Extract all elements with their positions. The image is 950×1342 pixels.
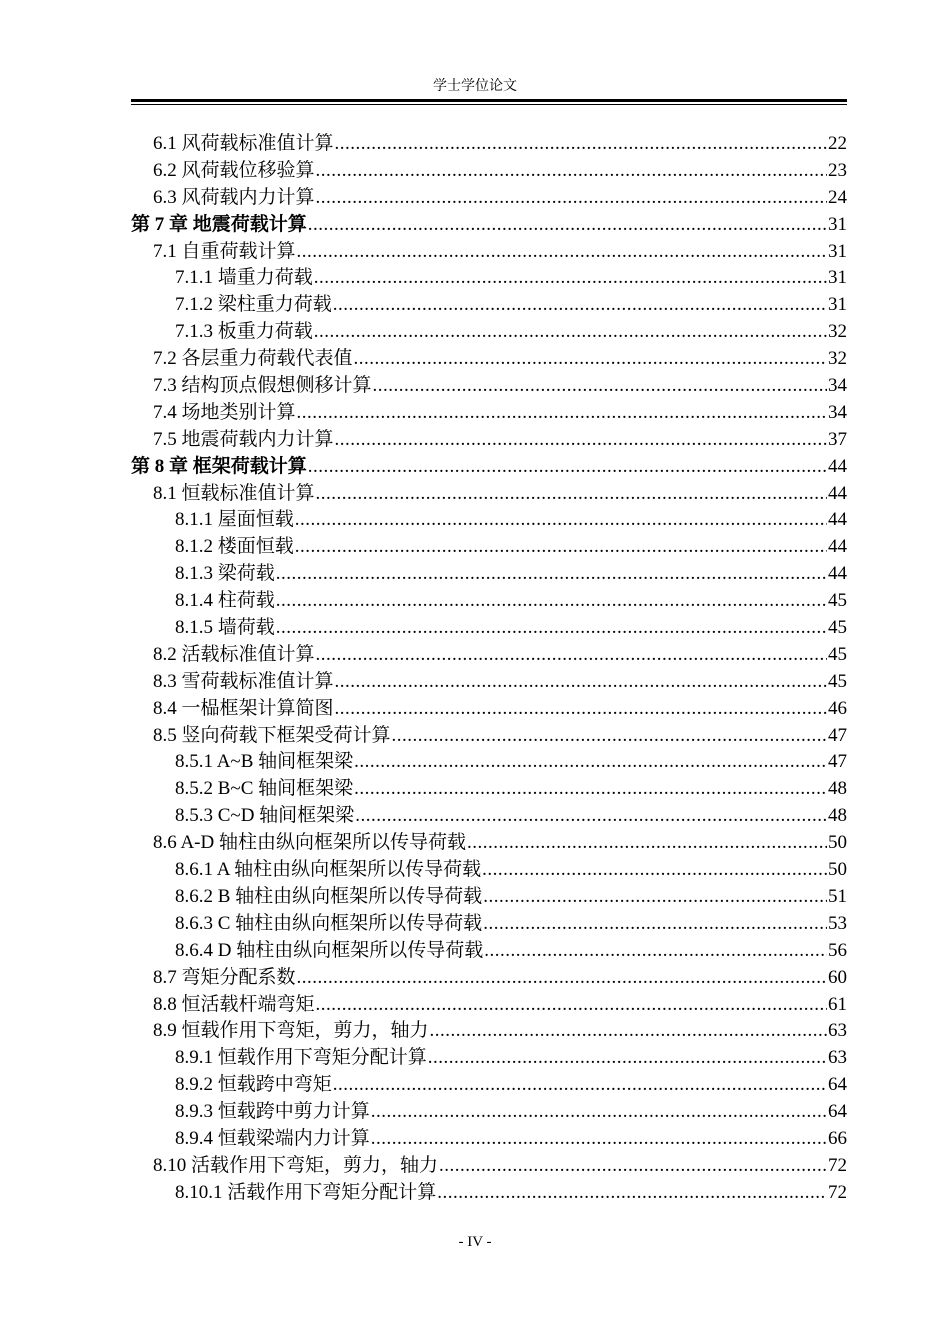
toc-entry-title: 7.2 各层重力荷载代表值 [153, 348, 353, 370]
toc-entry-page: 63 [828, 1047, 847, 1069]
toc-entry-title: 7.5 地震荷载内力计算 [153, 428, 334, 450]
toc-dot-leader [295, 534, 827, 561]
toc-entry[interactable] [131, 776, 847, 803]
toc-entry-page: 45 [828, 643, 847, 665]
toc-entry[interactable] [131, 803, 847, 830]
toc-entry-page: 47 [828, 751, 847, 773]
toc-entry[interactable] [131, 696, 847, 723]
toc-entry[interactable] [131, 507, 847, 534]
toc-dot-leader [314, 265, 827, 292]
toc-dot-leader [371, 1126, 827, 1153]
toc-entry-title: 7.3 结构顶点假想侧移计算 [153, 375, 372, 397]
toc-entry-page: 64 [828, 1074, 847, 1096]
toc-entry-page: 48 [828, 778, 847, 800]
toc-dot-leader [483, 884, 827, 911]
toc-entry-title: 7.1.2 梁柱重力荷载 [175, 294, 332, 316]
toc-entry-title: 8.7 弯矩分配系数 [153, 966, 296, 988]
toc-entry-title: 6.1 风荷载标准值计算 [153, 133, 334, 154]
toc-dot-leader [439, 1153, 827, 1180]
toc-entry[interactable] [131, 1180, 847, 1207]
toc-entry[interactable] [131, 615, 847, 642]
toc-entry-page: 23 [828, 159, 847, 181]
toc-dot-leader [483, 911, 827, 938]
toc-entry[interactable] [131, 1072, 847, 1099]
toc-dot-leader [333, 292, 827, 319]
toc-dot-leader [316, 481, 827, 508]
toc-entry-title: 8.3 雪荷载标准值计算 [153, 670, 334, 692]
toc-entry-title: 7.4 场地类别计算 [153, 401, 296, 423]
toc-entry-title: 8.9.4 恒载梁端内力计算 [175, 1127, 370, 1149]
toc-dot-leader [373, 373, 827, 400]
toc-entry-title: 8.5 竖向荷载下框架受荷计算 [153, 724, 391, 746]
toc-entry-title: 8.1 恒载标准值计算 [153, 482, 315, 504]
toc-entry-title: 8.1.2 楼面恒载 [175, 536, 294, 558]
table-of-contents [131, 131, 847, 1207]
toc-entry-title: 8.9.3 恒载跨中剪力计算 [175, 1101, 370, 1123]
toc-entry[interactable] [131, 292, 847, 319]
toc-entry[interactable] [131, 1153, 847, 1180]
toc-entry-title: 6.3 风荷载内力计算 [153, 186, 315, 208]
toc-entry[interactable] [131, 1126, 847, 1153]
toc-entry-title: 8.6 A-D 轴柱由纵向框架所以传导荷载 [153, 832, 466, 854]
toc-entry-page: 64 [828, 1101, 847, 1123]
toc-entry-page: 60 [828, 966, 847, 988]
toc-dot-leader [295, 507, 827, 534]
toc-entry-page: 44 [828, 455, 847, 477]
toc-entry-title: 8.5.2 B~C 轴间框架梁 [175, 778, 354, 800]
toc-entry[interactable] [131, 481, 847, 508]
toc-dot-leader [316, 992, 827, 1019]
toc-dot-leader [314, 319, 827, 346]
toc-entry[interactable] [131, 239, 847, 266]
toc-dot-leader [335, 427, 827, 454]
toc-entry[interactable] [131, 319, 847, 346]
toc-entry[interactable] [131, 669, 847, 696]
toc-entry-title: 7.1 自重荷载计算 [153, 240, 296, 262]
toc-entry-page: 32 [828, 348, 847, 370]
toc-entry[interactable] [131, 373, 847, 400]
toc-dot-leader [276, 561, 827, 588]
toc-dot-leader [482, 857, 827, 884]
toc-entry-title: 8.10.1 活载作用下弯矩分配计算 [175, 1181, 437, 1203]
toc-dot-leader [316, 642, 827, 669]
toc-chapter-entry[interactable] [131, 454, 847, 481]
toc-entry[interactable] [131, 1045, 847, 1072]
toc-dot-leader [297, 400, 827, 427]
toc-entry-title: 8.6.2 B 轴柱由纵向框架所以传导荷载 [175, 885, 483, 907]
toc-entry-page: 44 [828, 482, 847, 504]
toc-entry[interactable] [131, 534, 847, 561]
toc-entry-title: 8.4 一榀框架计算简图 [153, 697, 334, 719]
toc-dot-leader [333, 1072, 827, 1099]
toc-dot-leader [335, 131, 827, 158]
toc-entry-page: 31 [828, 267, 847, 289]
toc-entry-title: 6.2 风荷载位移验算 [153, 159, 315, 181]
toc-entry[interactable] [131, 427, 847, 454]
toc-entry-title: 8.1.4 柱荷载 [175, 590, 275, 612]
toc-dot-leader [308, 212, 827, 239]
toc-entry[interactable] [131, 723, 847, 750]
toc-entry-title: 8.9.2 恒载跨中弯矩 [175, 1074, 332, 1096]
toc-entry[interactable] [131, 965, 847, 992]
toc-entry[interactable] [131, 830, 847, 857]
toc-entry-page: 48 [828, 805, 847, 827]
toc-entry-title: 8.1.1 屋面恒载 [175, 509, 294, 531]
toc-entry[interactable] [131, 1099, 847, 1126]
header-rule-thin [131, 104, 847, 105]
toc-entry-title: 8.1.5 墙荷载 [175, 617, 275, 639]
toc-entry[interactable] [131, 992, 847, 1019]
toc-entry-page: 51 [828, 885, 847, 907]
toc-entry-title: 第 8 章 框架荷载计算 [131, 455, 307, 477]
toc-dot-leader [335, 696, 827, 723]
toc-entry[interactable] [131, 588, 847, 615]
toc-entry-page: 61 [828, 993, 847, 1015]
toc-entry[interactable] [131, 938, 847, 965]
toc-entry-title: 8.5.1 A~B 轴间框架梁 [175, 751, 354, 773]
toc-entry[interactable] [131, 346, 847, 373]
toc-entry-title: 8.6.3 C 轴柱由纵向框架所以传导荷载 [175, 912, 483, 934]
toc-entry-page: 31 [828, 213, 847, 235]
toc-entry-page: 44 [828, 563, 847, 585]
toc-dot-leader [276, 588, 827, 615]
toc-dot-leader [467, 830, 827, 857]
toc-dot-leader [316, 185, 827, 212]
toc-dot-leader [371, 1099, 827, 1126]
toc-entry[interactable] [131, 561, 847, 588]
toc-entry-page: 37 [828, 428, 847, 450]
toc-entry-page: 44 [828, 536, 847, 558]
toc-entry-page: 46 [828, 697, 847, 719]
toc-entry[interactable] [131, 158, 847, 185]
toc-dot-leader [437, 1180, 827, 1207]
toc-dot-leader [316, 158, 827, 185]
toc-entry-page: 34 [828, 375, 847, 397]
toc-entry[interactable] [131, 185, 847, 212]
page-number: - IV - [458, 1234, 492, 1250]
toc-entry-page: 45 [828, 617, 847, 639]
toc-entry-title: 8.6.1 A 轴柱由纵向框架所以传导荷载 [175, 859, 482, 881]
toc-dot-leader [308, 454, 827, 481]
toc-entry[interactable] [131, 911, 847, 938]
toc-entry-title: 8.6.4 D 轴柱由纵向框架所以传导荷载 [175, 939, 484, 961]
toc-entry-page: 72 [828, 1154, 847, 1176]
toc-entry-title: 第 7 章 地震荷载计算 [131, 213, 307, 235]
toc-entry-page: 45 [828, 590, 847, 612]
toc-entry-page: 66 [828, 1127, 847, 1149]
toc-dot-leader [355, 803, 827, 830]
toc-entry[interactable] [131, 131, 847, 158]
toc-entry-page: 47 [828, 724, 847, 746]
toc-entry-page: 31 [828, 294, 847, 316]
toc-entry-title: 8.9 恒载作用下弯矩，剪力，轴力 [153, 1020, 429, 1042]
toc-entry-title: 8.2 活载标准值计算 [153, 643, 315, 665]
toc-entry[interactable] [131, 749, 847, 776]
toc-dot-leader [392, 723, 827, 750]
toc-entry-page: 24 [828, 186, 847, 208]
toc-dot-leader [297, 965, 827, 992]
toc-entry-page: 32 [828, 321, 847, 343]
toc-entry[interactable] [131, 1018, 847, 1045]
toc-entry[interactable] [131, 884, 847, 911]
toc-entry-title: 8.9.1 恒载作用下弯矩分配计算 [175, 1047, 427, 1069]
toc-entry-page: 63 [828, 1020, 847, 1042]
toc-dot-leader [428, 1045, 827, 1072]
running-header-title: 学士学位论文 [433, 79, 517, 94]
toc-entry-page: 44 [828, 509, 847, 531]
toc-entry-title: 8.10 活载作用下弯矩，剪力，轴力 [153, 1154, 439, 1176]
toc-entry-page: 50 [828, 832, 847, 854]
toc-entry-title: 8.1.3 梁荷载 [175, 563, 275, 585]
toc-dot-leader [276, 615, 827, 642]
toc-entry-title: 7.1.1 墙重力荷载 [175, 267, 313, 289]
toc-dot-leader [297, 239, 827, 266]
toc-chapter-entry[interactable] [131, 212, 847, 239]
toc-entry[interactable] [131, 642, 847, 669]
toc-entry-page: 50 [828, 859, 847, 881]
toc-entry-page: 22 [828, 133, 847, 154]
toc-entry-page: 45 [828, 670, 847, 692]
toc-entry[interactable] [131, 857, 847, 884]
toc-entry-page: 53 [828, 912, 847, 934]
toc-dot-leader [484, 938, 827, 965]
header-rule-thick [131, 99, 847, 102]
toc-entry-title: 7.1.3 板重力荷载 [175, 321, 313, 343]
toc-entry[interactable] [131, 400, 847, 427]
toc-dot-leader [430, 1018, 827, 1045]
toc-dot-leader [354, 346, 827, 373]
toc-dot-leader [335, 669, 827, 696]
toc-entry-title: 8.5.3 C~D 轴间框架梁 [175, 805, 355, 827]
toc-entry-page: 31 [828, 240, 847, 262]
toc-entry-page: 56 [828, 939, 847, 961]
toc-entry-page: 72 [828, 1181, 847, 1203]
toc-entry-page: 34 [828, 401, 847, 423]
toc-dot-leader [354, 749, 827, 776]
toc-entry-title: 8.8 恒活载杆端弯矩 [153, 993, 315, 1015]
toc-entry[interactable] [131, 265, 847, 292]
toc-dot-leader [354, 776, 827, 803]
